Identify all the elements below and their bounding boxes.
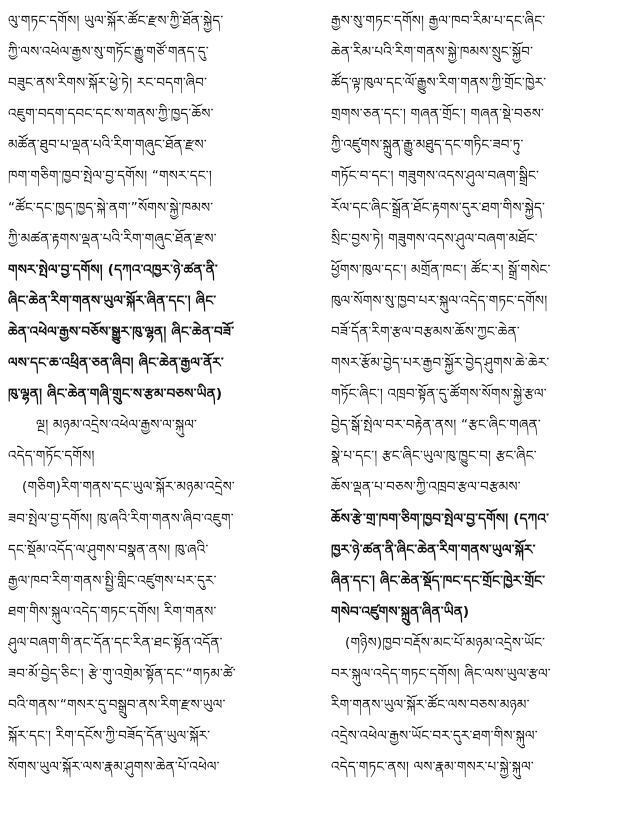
right-text-line: སྲིང་བྱས་ཏེ། གཟུགས་འདས་ཤུལ་བཞག་མཐོང་	[331, 230, 538, 247]
right-text-line: (གཉིས)ཁྱབ་བརྡོས་མང་པོ་མཉམ་འདྲེས་ཡོང་	[345, 634, 546, 651]
left-text-line: ཀྱི་ལས་འཕེལ་རྒྱས་སུ་གཏོང་རྒྱུ་གཙོ་གནད་དུ་	[8, 44, 209, 61]
right-text-line: ཕྱོགས་ཁུལ་དང་། མགྲོན་ཁང་། ཚོང་ར། སྒྲོ་གསེང་	[331, 261, 551, 278]
left-text-line: སོགས་ཡུལ་སྐོར་ལས་རྣམ་ཤུགས་ཆེན་པོ་འཕེལ་	[8, 759, 220, 776]
right-text-line: རིག་གནས་ཡུལ་སྐོར་ཚོང་ལས་བཅས་མཉམ་	[331, 697, 530, 714]
left-text-line: བཟུང་ནས་རིགས་སྐོར་ཕྱེ་ཏེ། རང་བདག་ཞིབ་	[8, 75, 208, 92]
left-text-line: “ཚོང་དང་ཁྱད་ཁྱད་སྐེ་ནག་”སོགས་སྐྱེ་ཁམས་	[8, 199, 214, 216]
right-text-line: གཏོང་ཞིང་། འཁྲབ་སྟོན་དུ་ཚོགས་སོགས་སྐྱེ་རྩལ་	[331, 386, 547, 403]
right-text-line: རོལ་དང་ཞིང་སྒྲོན་ཐོང་རྟགས་དུར་ཐག་གིས་སྐྱེད་	[331, 199, 546, 216]
left-text-line: དང་སྡོམ་འདོད་ལ་ཤུགས་བསྣན་ནས། ཁུ་ཞའི་	[8, 541, 209, 558]
right-text-line: གསེབ་འཛུགས་སྐྲུན་ཞིན་ཡིན)	[331, 603, 470, 620]
right-text-line: འདེད་གཏང་ནས། ལས་རྣམ་གསར་པ་སྐྱེ་སྐུལ་	[331, 759, 534, 776]
left-text-line: ལྔ། མཉམ་འདྲེས་འཕེལ་རྒྱས་ལ་སྐུལ་	[36, 417, 198, 434]
right-text-line: ཞིན་དང་། ཞིང་ཆེན་སྡོད་ཁང་དང་གྲོང་ཁྱེར་གྲོང་	[331, 572, 546, 589]
left-text-line: ལུ་གཏང་དགོས། ཡུལ་སྐོར་ཚོང་རྫས་ཀྱི་ཐོན་སྐྱེད་	[8, 13, 224, 29]
left-text-line: ཟབ་མོ་བྱེད་ཅིང་། རྩེ་གུ་འགྲེམ་སྟོན་དང་“གཏམ་ཚེ་	[8, 665, 236, 682]
right-text-line: ཆོས་རྩེ་གྲ་ཁག་ཅིག་ཁྱབ་སྤེལ་བྱ་དགོས། (དཀའ་	[331, 510, 550, 527]
right-text-line: སྣེ་པ་དང་། རྩང་ཞིང་ཡུལ་ཁུ་ཁྱུང་བ། རྩང་ཞིང་	[331, 448, 537, 465]
left-text-line: ཐག་གིས་སྐུལ་འདེད་གཏང་དགོས། རིག་གནས་	[8, 603, 217, 620]
right-text-line: ཆེན་རིམ་པའི་རིག་གནས་སྐྱེ་ཁམས་སྲུང་སྐྱོབ་	[331, 44, 534, 61]
right-text-line: བྱེད་སྒོ་སྤེལ་བར་བརྟེན་ནས། “རྩང་ཞིང་གཞན་	[331, 417, 541, 434]
left-text-line: གསར་སྤེལ་བྱ་དགོས། (དཀའ་འཁྱར་ཉེ་ཚན་ནི་	[8, 261, 218, 278]
left-text-line: ཞིང་ཆེན་རིག་གནས་ཡུལ་སྐོར་ཞིན་དང་། ཞིང་	[8, 292, 217, 309]
right-text-line: ཀྱི་འཛུགས་སྐྲུན་རྒྱུ་མཐུད་དང་གཏིང་ཟབ་ཏུ་	[331, 137, 524, 154]
left-column	[8, 6, 304, 824]
left-text-line: ཤུལ་བཞག་གི་ནང་དོན་དང་རིན་ཐང་སྟོན་འདོན་	[8, 634, 223, 651]
left-text-line: འདེད་གཏོང་དགོས།	[8, 448, 95, 465]
left-text-line: རྒྱལ་ཁབ་རིག་གནས་སྤྱི་གླིང་འཛུགས་པར་དུར་	[8, 572, 217, 589]
right-text-line: རྒྱས་སུ་གཏང་དགོས། རྒྱལ་ཁབ་རིམ་པ་དང་ཞིང་	[331, 13, 546, 29]
right-text-line: གཏོང་བ་དང་། གཟུགས་འདས་ཤུལ་བཞག་སྒྲིང་	[331, 168, 540, 185]
left-text-line: ལས་དང་ཆ་འཕྲིན་ཅན་ཞིབ། ཞིང་ཆེན་རྒྱལ་ནོར་	[8, 355, 224, 372]
right-text-line: ཁུལ་སོགས་སུ་ཁྱབ་པར་སྐུལ་འདེད་གཏང་དགོས།	[331, 292, 548, 309]
right-text-line: ཁྱར་ཉེ་ཚན་ནི་ཞིང་ཆེན་རིག་གནས་ཡུལ་སྐོར་	[331, 541, 536, 558]
right-text-line: ཚོད་ལྟ་ཁུལ་དང་ལོ་རྒྱུས་རིག་གནས་ཀྱི་གྲོང་ཁྱེར་	[331, 75, 547, 92]
left-text-line: མཚོན་ཐུབ་པ་ལྡན་པའི་རིག་གཞུང་ཐོན་རྫས་	[8, 137, 207, 154]
left-text-line: ཁུ་ལྷན། ཞིང་ཆེན་གཞི་གྲུང་ས་རྩམ་བཅས་ཡིན)	[8, 386, 223, 403]
left-text-line: འཇུག་བདག་དབང་དང་ས་གནས་ཀྱི་ཁྱད་ཆོས་	[8, 106, 214, 123]
left-text-line: ཀྱི་མཚན་རྟགས་ལྡན་པའི་རིག་གཞུང་ཐོན་རྫས་	[8, 230, 217, 247]
left-text-line: ཁག་གཅིག་ཁྱབ་སྤེལ་བྱ་དགོས། “གསར་དང་།	[8, 168, 212, 185]
right-text-line: ཆོས་ལྡན་པ་བཅས་ཀྱི་འཁྲབ་རྩལ་བརྩམས་	[331, 479, 521, 496]
right-text-line: བཟོ་དོན་རིག་རྩལ་བརྩམས་ཆོས་ཀྱང་ཆེན་	[331, 323, 520, 340]
right-column	[331, 6, 627, 824]
left-text-line: བའི་གནས་“གསར་དུ་བསྒྲུབ་ནས་རིག་རྫས་ཡུལ་	[8, 697, 226, 714]
right-text-line: འདྲེས་འཕེལ་རྒྱས་ཡོང་བར་དུར་ཐག་གིས་སྐུལ་	[331, 728, 538, 745]
right-text-line: གསར་རྩོམ་བྱེད་པར་རྒྱབ་སྐྱོར་བྱེད་ཤུགས་ཆེ་ཆེར་	[331, 355, 550, 372]
right-text-line: བར་སྐུལ་འདེད་གཏང་དགོས། ཞིང་ལས་ཡུལ་རྩལ་	[331, 665, 551, 682]
left-text-line: (གཅིག)རིག་གནས་དང་ཡུལ་སྐོར་མཉམ་འདྲེས་	[22, 479, 235, 496]
left-text-line: ཟབ་སྤེལ་བྱ་དགོས། ཁུ་ཞའི་རིག་གནས་ཞིབ་འཇུག་	[8, 510, 234, 527]
right-text-line: གྲགས་ཅན་དང་། གཞན་གྲོང་། གཞན་སྡེ་བཅས་	[331, 106, 545, 123]
left-text-line: སྐོར་དང་། རིག་དངོས་ཀྱི་བཟོད་དོན་ཡུལ་སྐོར་	[8, 728, 211, 745]
left-text-line: ཆེན་འཕེལ་རྒྱས་བཅོས་སྒྱུར་ཁུ་ལྷན། ཞིང་ཆེན་བཟོ་	[8, 323, 235, 340]
